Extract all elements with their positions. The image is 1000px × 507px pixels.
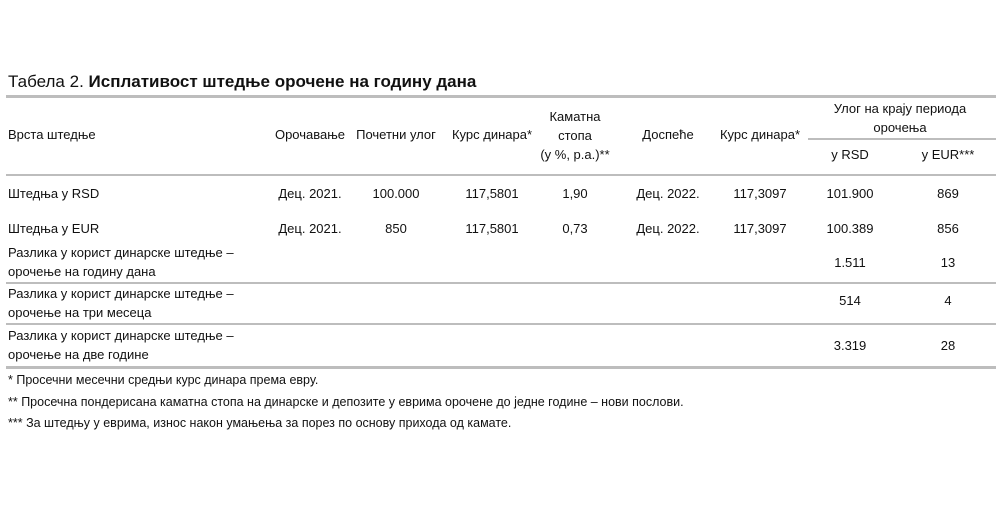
- header-rule: [6, 174, 996, 176]
- header-end-deposit-1: Улог на крају периода: [833, 101, 967, 116]
- header-interest-1: Каматна: [549, 109, 601, 124]
- header-maturity: Доспеће: [642, 127, 694, 142]
- row-type: Штедња у EUR: [8, 221, 100, 236]
- row-rate-start: 117,5801: [465, 221, 519, 236]
- header-eur: у EUR***: [921, 147, 975, 162]
- header-interest-2: стопа: [558, 128, 592, 143]
- diff-label-line2: орочење на две године: [8, 347, 149, 362]
- row-interest: 0,73: [562, 221, 588, 236]
- bottom-rule: [6, 366, 996, 369]
- footnote: *** За штедњу у еврима, износ након умањења за порез по основу прихода од камате.: [8, 416, 512, 430]
- table-title: [8, 72, 476, 92]
- header-type: Врста штедње: [8, 127, 96, 142]
- table-number: Табела 2.: [8, 72, 84, 91]
- row-type: Штедња у RSD: [8, 186, 100, 201]
- header-rate-start: Курс динара*: [451, 127, 533, 142]
- row-interest: 1,90: [562, 186, 588, 201]
- row-rsd: 101.900: [826, 186, 874, 201]
- row-rate-end: 117,3097: [733, 186, 787, 201]
- header-rate-end: Курс динара*: [719, 127, 801, 142]
- header-rsd: у RSD: [831, 147, 869, 162]
- row-initial: 850: [385, 221, 407, 236]
- row-rate-start: 117,5801: [465, 186, 519, 201]
- header-initial-deposit: Почетни улог: [356, 127, 436, 142]
- header-subrule: [808, 138, 996, 140]
- diff-rsd: 514: [839, 293, 861, 308]
- footnote: * Просечни месечни средњи курс динара према евру.: [8, 373, 319, 387]
- diff-label-line1: Разлика у корист динарске штедње –: [8, 286, 234, 301]
- diff-label-line1: Разлика у корист динарске штедње –: [8, 245, 234, 260]
- diff-label-line2: орочење на годину дана: [8, 264, 156, 279]
- diff-eur: 13: [940, 255, 956, 270]
- row-maturity: Дец. 2022.: [636, 186, 700, 201]
- header-end-deposit-2: орочења: [873, 120, 927, 135]
- diff-rule: [6, 282, 996, 284]
- row-term: Дец. 2021.: [278, 186, 342, 201]
- diff-eur: 28: [940, 338, 956, 353]
- diff-rsd: 3.319: [833, 338, 867, 353]
- header-term: Орочавање: [274, 127, 346, 142]
- header-interest-3: (у %, р.а.)**: [540, 147, 610, 162]
- row-rsd: 100.389: [826, 221, 874, 236]
- diff-rsd: 1.511: [834, 255, 866, 270]
- row-eur: 856: [937, 221, 959, 236]
- row-term: Дец. 2021.: [278, 221, 342, 236]
- table-heading: Исплативост штедње орочене на годину дана: [88, 72, 477, 91]
- row-eur: 869: [937, 186, 959, 201]
- diff-rule: [6, 323, 996, 325]
- row-initial: 100.000: [372, 186, 420, 201]
- footnote: ** Просечна пондерисана каматна стопа на динарске и депозите у еврима орочене до једне године – нови послови.: [8, 395, 684, 409]
- row-rate-end: 117,3097: [733, 221, 787, 236]
- diff-label-line1: Разлика у корист динарске штедње –: [8, 328, 234, 343]
- top-rule: [6, 95, 996, 98]
- diff-label-line2: орочење на три месеца: [8, 305, 152, 320]
- row-maturity: Дец. 2022.: [636, 221, 700, 236]
- diff-eur: 4: [944, 293, 952, 308]
